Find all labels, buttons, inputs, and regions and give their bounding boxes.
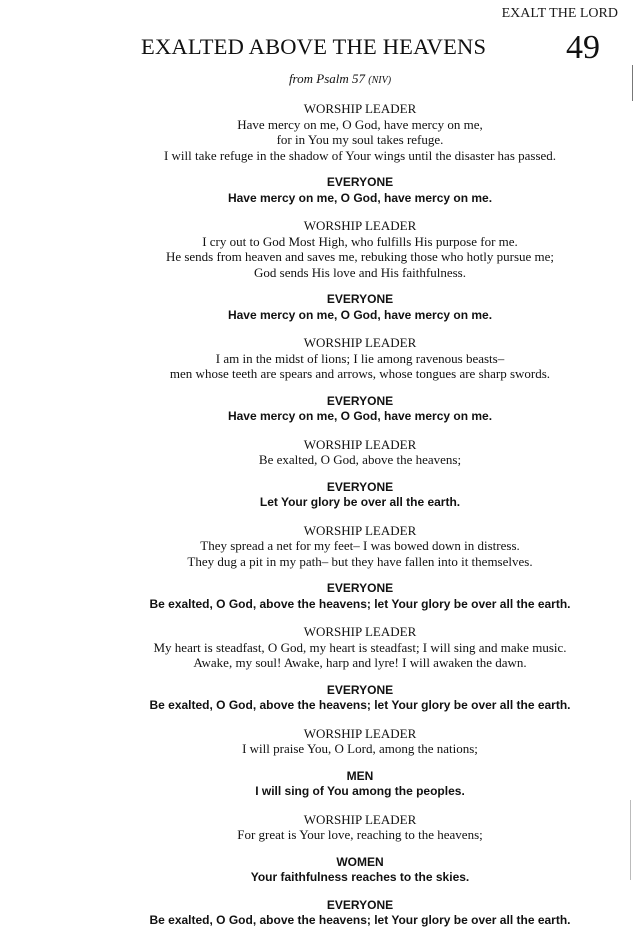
- reading-block-leader: [80, 335, 640, 382]
- responsive-reading: [80, 101, 640, 941]
- reading-line: Let Your glory be over all the earth.: [259, 495, 461, 509]
- role-label: EVERYONE: [326, 175, 394, 189]
- reading-block-people: [80, 394, 640, 425]
- reading-block-leader: [80, 437, 640, 468]
- reading-line: He sends from heaven and saves me, rebuking those who hotly pursue me;: [165, 249, 555, 264]
- reading-line: I cry out to God Most High, who fulfills His purpose for me.: [202, 233, 518, 249]
- scan-margin-mark: [632, 65, 633, 101]
- reading-line: Be exalted, O God, above the heavens; let Your glory be over all the earth.: [149, 596, 571, 611]
- reading-line: I will praise You, O Lord, among the nations;: [242, 741, 478, 756]
- reading-line: My heart is steadfast, O God, my heart is steadfast; I will sing and make music.: [153, 639, 567, 655]
- role-label: WORSHIP LEADER: [303, 624, 417, 639]
- reading-line: I am in the midst of lions; I lie among ravenous beasts–: [215, 350, 505, 366]
- role-label: MEN: [346, 768, 374, 783]
- reading-line: Have mercy on me, O God, have mercy on me.: [227, 307, 493, 322]
- reading-line: I will take refuge in the shadow of Your wings until the disaster has passed.: [163, 147, 557, 163]
- role-label: EVERYONE: [326, 682, 394, 697]
- reading-line: For great is Your love, reaching to the heavens;: [237, 827, 483, 842]
- role-label: EVERYONE: [326, 897, 394, 912]
- role-label: EVERYONE: [326, 393, 394, 408]
- reading-line: for in You my soul takes refuge.: [276, 132, 444, 147]
- reading-line: Have mercy on me, O God, have mercy on me.: [227, 409, 493, 423]
- scripture-source: [0, 71, 640, 87]
- reading-line: Your faithfulness reaches to the skies.: [250, 870, 470, 884]
- role-label: EVERYONE: [326, 479, 394, 494]
- reading-block-leader: [80, 218, 640, 280]
- role-label: WORSHIP LEADER: [303, 522, 417, 538]
- reading-line: men whose teeth are spears and arrows, whose tongues are sharp swords.: [169, 366, 551, 381]
- reading-line: Be exalted, O God, above the heavens; let Your glory be over all the earth.: [149, 913, 571, 927]
- role-label: WORSHIP LEADER: [303, 218, 417, 233]
- reading-block-people: [80, 292, 640, 323]
- reading-block-leader: [80, 812, 640, 843]
- role-label: EVERYONE: [326, 292, 394, 306]
- reading-line: God sends His love and His faithfulness.: [254, 264, 466, 280]
- reading-block-leader: [80, 726, 640, 757]
- role-label: WOMEN: [336, 854, 384, 869]
- reading-number: 49: [566, 29, 600, 66]
- running-head: EXALT THE LORD: [501, 6, 618, 21]
- scan-margin-mark: [630, 800, 631, 880]
- reading-block-people: [80, 480, 640, 511]
- reading-line: Awake, my soul! Awake, harp and lyre! I will awaken the dawn.: [193, 655, 527, 670]
- reading-line: Have mercy on me, O God, have mercy on me,: [237, 116, 483, 132]
- reading-block-people: [80, 898, 640, 929]
- reading-block-leader: [80, 624, 640, 671]
- reading-line: Be exalted, O God, above the heavens; let Your glory be over all the earth.: [149, 698, 571, 712]
- page-title: EXALTED ABOVE THE HEAVENS: [141, 34, 487, 59]
- role-label: EVERYONE: [326, 581, 394, 595]
- role-label: WORSHIP LEADER: [303, 725, 417, 741]
- role-label: WORSHIP LEADER: [303, 811, 417, 827]
- source-version: (NIV): [368, 75, 392, 86]
- reading-block-leader: [80, 523, 640, 570]
- role-label: WORSHIP LEADER: [303, 101, 417, 116]
- reading-block-people: [80, 683, 640, 714]
- reading-line: Be exalted, O God, above the heavens;: [258, 452, 462, 467]
- source-text: from Psalm 57: [288, 71, 366, 86]
- title-row: [0, 30, 640, 66]
- role-label: WORSHIP LEADER: [303, 436, 417, 452]
- role-label: WORSHIP LEADER: [303, 335, 417, 350]
- reading-line: I will sing of You among the peoples.: [255, 784, 465, 798]
- reading-line: Have mercy on me, O God, have mercy on me.: [227, 190, 493, 205]
- reading-line: They spread a net for my feet– I was bowed down in distress.: [200, 538, 520, 553]
- reading-block-people: [80, 581, 640, 612]
- reading-block-leader: [80, 101, 640, 163]
- reading-block-people: [80, 175, 640, 206]
- reading-block-men: [80, 769, 640, 800]
- reading-line: They dug a pit in my path– but they have fallen into it themselves.: [187, 553, 533, 569]
- reading-block-women: [80, 855, 640, 886]
